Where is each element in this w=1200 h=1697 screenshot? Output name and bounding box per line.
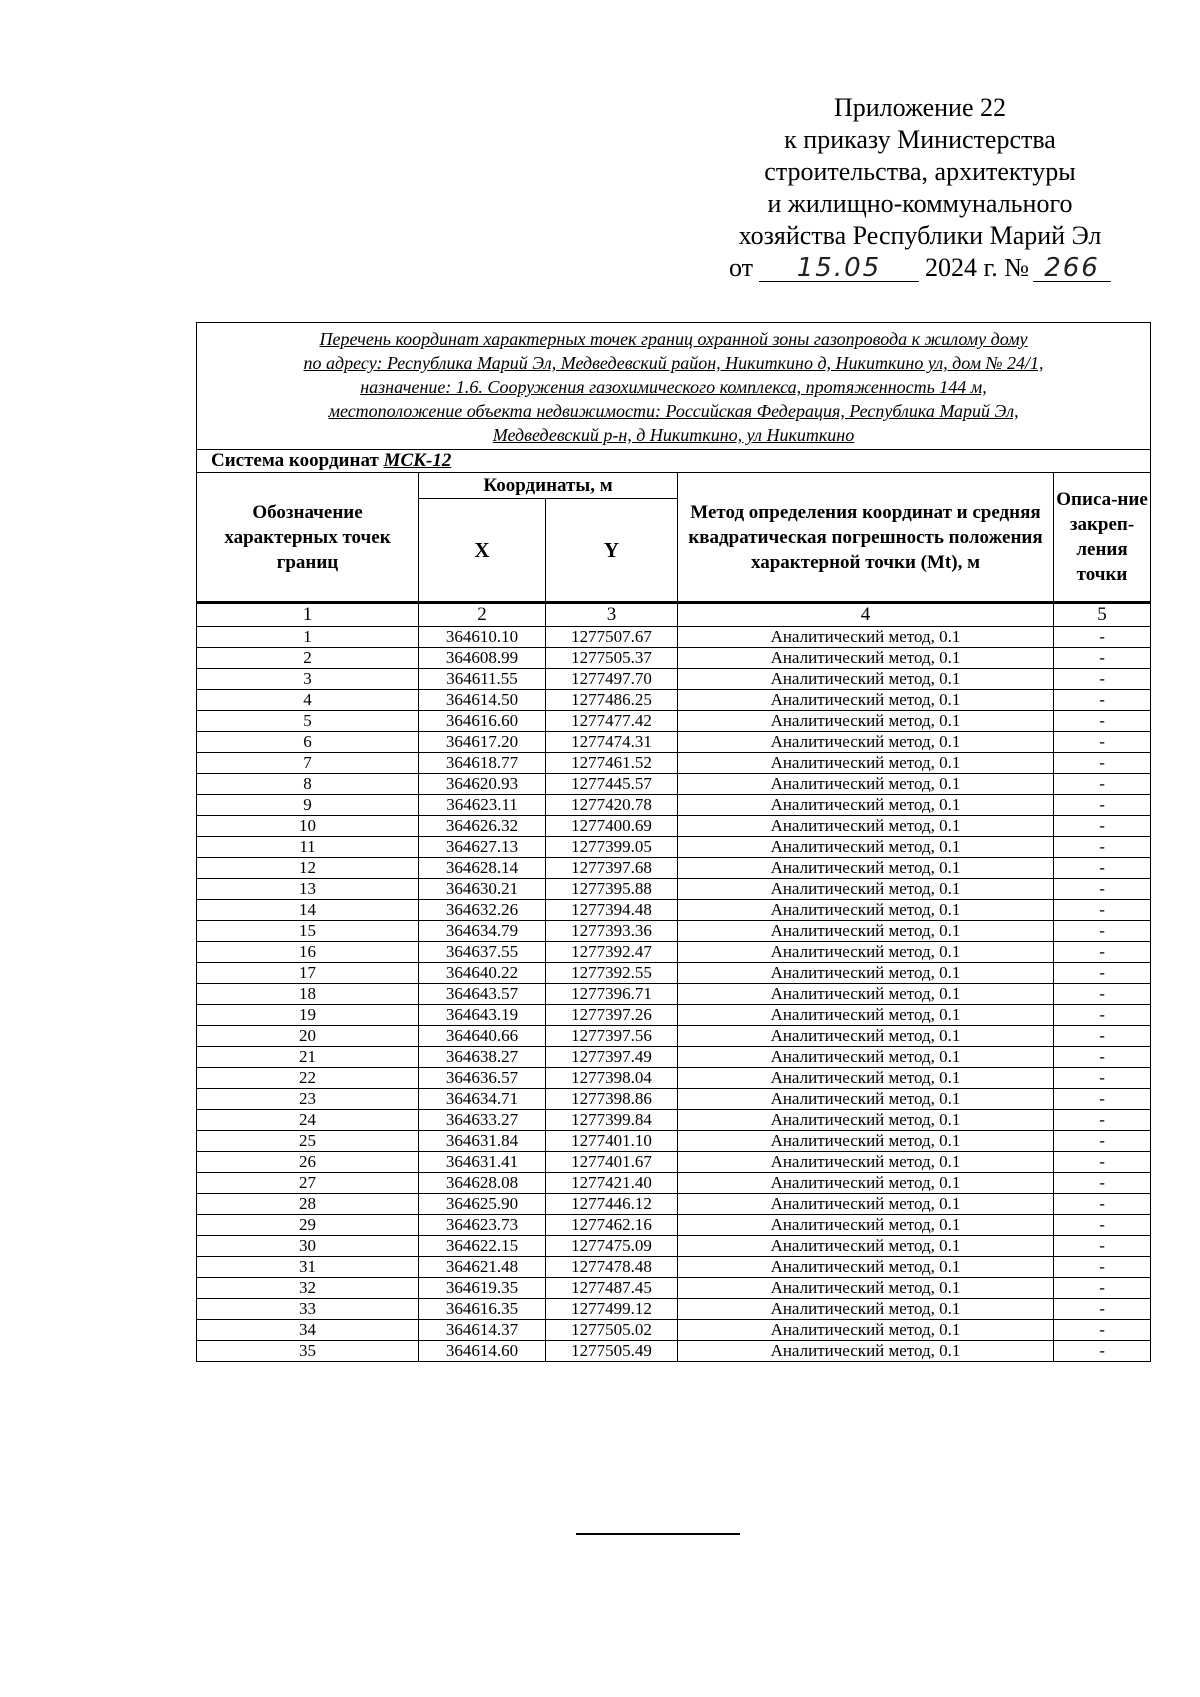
- description-cell: -: [1054, 1110, 1151, 1131]
- method-cell: Аналитический метод, 0.1: [678, 690, 1054, 711]
- description-cell: -: [1054, 1068, 1151, 1089]
- order-date-line: [690, 252, 1150, 284]
- point-id-cell: 7: [197, 753, 419, 774]
- y-coordinate-cell: 1277486.25: [546, 690, 678, 711]
- method-cell: Аналитический метод, 0.1: [678, 1152, 1054, 1173]
- method-cell: Аналитический метод, 0.1: [678, 753, 1054, 774]
- point-id-cell: 26: [197, 1152, 419, 1173]
- y-coordinate-cell: 1277392.47: [546, 942, 678, 963]
- method-cell: Аналитический метод, 0.1: [678, 711, 1054, 732]
- caption-line-3: назначение: 1.6. Сооружения газохимического комплекса, протяженность 144 м,: [360, 377, 987, 397]
- y-coordinate-cell: 1277395.88: [546, 879, 678, 900]
- point-id-cell: 4: [197, 690, 419, 711]
- column-number-3: 3: [546, 603, 678, 627]
- description-cell: -: [1054, 1194, 1151, 1215]
- x-coordinate-cell: 364628.08: [419, 1173, 546, 1194]
- header-line-2: к приказу Министерства: [784, 125, 1056, 154]
- point-id-cell: 33: [197, 1299, 419, 1320]
- method-cell: Аналитический метод, 0.1: [678, 1110, 1054, 1131]
- point-id-cell: 17: [197, 963, 419, 984]
- x-coordinate-cell: 364631.84: [419, 1131, 546, 1152]
- description-cell: -: [1054, 942, 1151, 963]
- method-cell: Аналитический метод, 0.1: [678, 1173, 1054, 1194]
- handwritten-order-number: 266: [1033, 255, 1111, 282]
- method-cell: Аналитический метод, 0.1: [678, 1194, 1054, 1215]
- method-cell: Аналитический метод, 0.1: [678, 774, 1054, 795]
- caption-row: [197, 323, 1151, 450]
- description-cell: -: [1054, 1215, 1151, 1236]
- method-cell: Аналитический метод, 0.1: [678, 1236, 1054, 1257]
- x-coordinate-cell: 364620.93: [419, 774, 546, 795]
- column-number-2: 2: [419, 603, 546, 627]
- point-id-cell: 22: [197, 1068, 419, 1089]
- y-coordinate-cell: 1277394.48: [546, 900, 678, 921]
- method-cell: Аналитический метод, 0.1: [678, 1320, 1054, 1341]
- description-cell: -: [1054, 963, 1151, 984]
- coord-system-label: Система координат: [211, 450, 379, 471]
- description-cell: -: [1054, 879, 1151, 900]
- x-coordinate-cell: 364632.26: [419, 900, 546, 921]
- y-coordinate-cell: 1277497.70: [546, 669, 678, 690]
- x-coordinate-cell: 364623.11: [419, 795, 546, 816]
- table-row: [197, 1026, 1151, 1047]
- coord-system-value: МСК-12: [383, 450, 452, 471]
- description-cell: -: [1054, 921, 1151, 942]
- y-coordinate-cell: 1277397.56: [546, 1026, 678, 1047]
- y-coordinate-cell: 1277399.05: [546, 837, 678, 858]
- description-cell: -: [1054, 984, 1151, 1005]
- point-id-cell: 31: [197, 1257, 419, 1278]
- description-cell: -: [1054, 732, 1151, 753]
- x-coordinate-cell: 364614.37: [419, 1320, 546, 1341]
- method-cell: Аналитический метод, 0.1: [678, 963, 1054, 984]
- table-row: [197, 1320, 1151, 1341]
- point-id-cell: 32: [197, 1278, 419, 1299]
- description-cell: -: [1054, 753, 1151, 774]
- header-line-4: и жилищно-коммунального: [767, 189, 1073, 218]
- header-row-1: [197, 473, 1151, 499]
- table-row: [197, 1215, 1151, 1236]
- caption-line-4: местоположение объекта недвижимости: Российская Федерация, Республика Марий Эл,: [328, 401, 1019, 421]
- column-number-5: 5: [1054, 603, 1151, 627]
- table-row: [197, 879, 1151, 900]
- x-coordinate-cell: 364608.99: [419, 648, 546, 669]
- x-coordinate-cell: 364610.10: [419, 627, 546, 648]
- table-row: [197, 837, 1151, 858]
- point-id-cell: 2: [197, 648, 419, 669]
- table-row: [197, 753, 1151, 774]
- coordinates-table: [196, 322, 1151, 1362]
- table-row: [197, 1131, 1151, 1152]
- table-row: [197, 1299, 1151, 1320]
- table-row: [197, 774, 1151, 795]
- y-coordinate-cell: 1277461.52: [546, 753, 678, 774]
- x-coordinate-cell: 364614.50: [419, 690, 546, 711]
- x-coordinate-cell: 364617.20: [419, 732, 546, 753]
- table-row: [197, 1110, 1151, 1131]
- method-cell: Аналитический метод, 0.1: [678, 1047, 1054, 1068]
- point-id-cell: 25: [197, 1131, 419, 1152]
- point-id-cell: 29: [197, 1215, 419, 1236]
- x-coordinate-cell: 364622.15: [419, 1236, 546, 1257]
- y-coordinate-cell: 1277401.67: [546, 1152, 678, 1173]
- description-cell: -: [1054, 1236, 1151, 1257]
- table-row: [197, 1047, 1151, 1068]
- x-coordinate-cell: 364616.60: [419, 711, 546, 732]
- table-row: [197, 732, 1151, 753]
- point-id-cell: 14: [197, 900, 419, 921]
- table-row: [197, 1341, 1151, 1362]
- y-coordinate-cell: 1277400.69: [546, 816, 678, 837]
- x-coordinate-cell: 364630.21: [419, 879, 546, 900]
- description-cell: -: [1054, 858, 1151, 879]
- point-id-cell: 28: [197, 1194, 419, 1215]
- method-cell: Аналитический метод, 0.1: [678, 858, 1054, 879]
- table-row: [197, 711, 1151, 732]
- description-cell: -: [1054, 627, 1151, 648]
- table-row: [197, 1278, 1151, 1299]
- description-cell: -: [1054, 711, 1151, 732]
- table-row: [197, 1005, 1151, 1026]
- description-cell: -: [1054, 1005, 1151, 1026]
- method-cell: Аналитический метод, 0.1: [678, 648, 1054, 669]
- method-cell: Аналитический метод, 0.1: [678, 669, 1054, 690]
- method-cell: Аналитический метод, 0.1: [678, 1131, 1054, 1152]
- y-coordinate-cell: 1277421.40: [546, 1173, 678, 1194]
- caption-line-2: по адресу: Республика Марий Эл, Медведевский район, Никиткино д, Никиткино ул, дом № 24/1,: [303, 353, 1044, 373]
- table-row: [197, 984, 1151, 1005]
- point-id-cell: 27: [197, 1173, 419, 1194]
- x-coordinate-cell: 364618.77: [419, 753, 546, 774]
- column-number-row: [197, 603, 1151, 627]
- point-id-cell: 34: [197, 1320, 419, 1341]
- x-coordinate-cell: 364643.19: [419, 1005, 546, 1026]
- table-row: [197, 1068, 1151, 1089]
- table-row: [197, 816, 1151, 837]
- table-row: [197, 963, 1151, 984]
- y-coordinate-cell: 1277397.26: [546, 1005, 678, 1026]
- method-cell: Аналитический метод, 0.1: [678, 1341, 1054, 1362]
- y-coordinate-cell: 1277393.36: [546, 921, 678, 942]
- y-coordinate-cell: 1277462.16: [546, 1215, 678, 1236]
- table-row: [197, 669, 1151, 690]
- method-cell: Аналитический метод, 0.1: [678, 1005, 1054, 1026]
- header-point: Обозначение характерных точек границ: [197, 473, 419, 603]
- y-coordinate-cell: 1277445.57: [546, 774, 678, 795]
- point-id-cell: 10: [197, 816, 419, 837]
- method-cell: Аналитический метод, 0.1: [678, 942, 1054, 963]
- coord-system: [197, 450, 1151, 473]
- x-coordinate-cell: 364616.35: [419, 1299, 546, 1320]
- y-coordinate-cell: 1277478.48: [546, 1257, 678, 1278]
- appendix-title: Приложение 22: [833, 93, 1007, 122]
- point-id-cell: 3: [197, 669, 419, 690]
- x-coordinate-cell: 364640.66: [419, 1026, 546, 1047]
- table-row: [197, 1236, 1151, 1257]
- description-cell: -: [1054, 795, 1151, 816]
- point-id-cell: 11: [197, 837, 419, 858]
- point-id-cell: 5: [197, 711, 419, 732]
- point-id-cell: 9: [197, 795, 419, 816]
- description-cell: -: [1054, 690, 1151, 711]
- table-row: [197, 921, 1151, 942]
- point-id-cell: 13: [197, 879, 419, 900]
- method-cell: Аналитический метод, 0.1: [678, 921, 1054, 942]
- header-coordinates: Координаты, м: [419, 473, 678, 499]
- point-id-cell: 12: [197, 858, 419, 879]
- table-row: [197, 1194, 1151, 1215]
- x-coordinate-cell: 364626.32: [419, 816, 546, 837]
- x-coordinate-cell: 364633.27: [419, 1110, 546, 1131]
- point-id-cell: 16: [197, 942, 419, 963]
- point-id-cell: 23: [197, 1089, 419, 1110]
- date-prefix: от: [728, 253, 753, 282]
- description-cell: -: [1054, 669, 1151, 690]
- description-cell: -: [1054, 1278, 1151, 1299]
- description-cell: -: [1054, 1299, 1151, 1320]
- header-x: X: [419, 499, 546, 603]
- appendix-header: [690, 92, 1150, 284]
- column-number-4: 4: [678, 603, 1054, 627]
- point-id-cell: 6: [197, 732, 419, 753]
- table-row: [197, 1173, 1151, 1194]
- y-coordinate-cell: 1277487.45: [546, 1278, 678, 1299]
- header-y: Y: [546, 499, 678, 603]
- x-coordinate-cell: 364643.57: [419, 984, 546, 1005]
- method-cell: Аналитический метод, 0.1: [678, 1068, 1054, 1089]
- point-id-cell: 18: [197, 984, 419, 1005]
- method-cell: Аналитический метод, 0.1: [678, 627, 1054, 648]
- description-cell: -: [1054, 1026, 1151, 1047]
- table-row: [197, 858, 1151, 879]
- table-row: [197, 627, 1151, 648]
- header-line-5: хозяйства Республики Марий Эл: [738, 221, 1102, 250]
- description-cell: -: [1054, 1152, 1151, 1173]
- x-coordinate-cell: 364621.48: [419, 1257, 546, 1278]
- x-coordinate-cell: 364634.79: [419, 921, 546, 942]
- end-divider-line: [576, 1533, 740, 1535]
- y-coordinate-cell: 1277505.02: [546, 1320, 678, 1341]
- table-row: [197, 1257, 1151, 1278]
- method-cell: Аналитический метод, 0.1: [678, 732, 1054, 753]
- point-id-cell: 1: [197, 627, 419, 648]
- table-row: [197, 1089, 1151, 1110]
- y-coordinate-cell: 1277401.10: [546, 1131, 678, 1152]
- x-coordinate-cell: 364636.57: [419, 1068, 546, 1089]
- x-coordinate-cell: 364640.22: [419, 963, 546, 984]
- method-cell: Аналитический метод, 0.1: [678, 1257, 1054, 1278]
- year-text: 2024 г. №: [924, 253, 1030, 282]
- x-coordinate-cell: 364627.13: [419, 837, 546, 858]
- y-coordinate-cell: 1277420.78: [546, 795, 678, 816]
- method-cell: Аналитический метод, 0.1: [678, 984, 1054, 1005]
- x-coordinate-cell: 364637.55: [419, 942, 546, 963]
- y-coordinate-cell: 1277474.31: [546, 732, 678, 753]
- method-cell: Аналитический метод, 0.1: [678, 837, 1054, 858]
- description-cell: -: [1054, 837, 1151, 858]
- x-coordinate-cell: 364619.35: [419, 1278, 546, 1299]
- y-coordinate-cell: 1277399.84: [546, 1110, 678, 1131]
- table-row: [197, 648, 1151, 669]
- y-coordinate-cell: 1277475.09: [546, 1236, 678, 1257]
- y-coordinate-cell: 1277505.49: [546, 1341, 678, 1362]
- description-cell: -: [1054, 900, 1151, 921]
- y-coordinate-cell: 1277507.67: [546, 627, 678, 648]
- table-row: [197, 690, 1151, 711]
- description-cell: -: [1054, 648, 1151, 669]
- y-coordinate-cell: 1277398.04: [546, 1068, 678, 1089]
- y-coordinate-cell: 1277499.12: [546, 1299, 678, 1320]
- method-cell: Аналитический метод, 0.1: [678, 1299, 1054, 1320]
- y-coordinate-cell: 1277398.86: [546, 1089, 678, 1110]
- coord-system-row: [197, 450, 1151, 473]
- description-cell: -: [1054, 1173, 1151, 1194]
- y-coordinate-cell: 1277477.42: [546, 711, 678, 732]
- description-cell: -: [1054, 1089, 1151, 1110]
- y-coordinate-cell: 1277392.55: [546, 963, 678, 984]
- caption-line-1: Перечень координат характерных точек границ охранной зоны газопровода к жилому дому: [319, 329, 1028, 349]
- table-row: [197, 795, 1151, 816]
- caption-line-5: Медведевский р-н, д Никиткино, ул Никиткино: [492, 425, 855, 445]
- header-line-3: строительства, архитектуры: [764, 157, 1076, 186]
- method-cell: Аналитический метод, 0.1: [678, 795, 1054, 816]
- table-row: [197, 900, 1151, 921]
- description-cell: -: [1054, 816, 1151, 837]
- handwritten-date: 15.05: [759, 255, 919, 282]
- description-cell: -: [1054, 1131, 1151, 1152]
- description-cell: -: [1054, 1257, 1151, 1278]
- description-cell: -: [1054, 1047, 1151, 1068]
- method-cell: Аналитический метод, 0.1: [678, 1089, 1054, 1110]
- point-id-cell: 24: [197, 1110, 419, 1131]
- point-id-cell: 19: [197, 1005, 419, 1026]
- point-id-cell: 21: [197, 1047, 419, 1068]
- description-cell: -: [1054, 774, 1151, 795]
- header-method: Метод определения координат и средняя квадратическая погрешность положения характерной точки (Mt), м: [678, 473, 1054, 603]
- description-cell: -: [1054, 1320, 1151, 1341]
- y-coordinate-cell: 1277446.12: [546, 1194, 678, 1215]
- x-coordinate-cell: 364638.27: [419, 1047, 546, 1068]
- header-description: Описа-ние закреп-ления точки: [1054, 473, 1151, 603]
- method-cell: Аналитический метод, 0.1: [678, 1026, 1054, 1047]
- description-cell: -: [1054, 1341, 1151, 1362]
- point-id-cell: 15: [197, 921, 419, 942]
- method-cell: Аналитический метод, 0.1: [678, 816, 1054, 837]
- method-cell: Аналитический метод, 0.1: [678, 879, 1054, 900]
- x-coordinate-cell: 364628.14: [419, 858, 546, 879]
- x-coordinate-cell: 364611.55: [419, 669, 546, 690]
- x-coordinate-cell: 364625.90: [419, 1194, 546, 1215]
- y-coordinate-cell: 1277396.71: [546, 984, 678, 1005]
- table-row: [197, 942, 1151, 963]
- method-cell: Аналитический метод, 0.1: [678, 1278, 1054, 1299]
- y-coordinate-cell: 1277505.37: [546, 648, 678, 669]
- method-cell: Аналитический метод, 0.1: [678, 1215, 1054, 1236]
- point-id-cell: 20: [197, 1026, 419, 1047]
- x-coordinate-cell: 364614.60: [419, 1341, 546, 1362]
- column-number-1: 1: [197, 603, 419, 627]
- table-row: [197, 1152, 1151, 1173]
- x-coordinate-cell: 364623.73: [419, 1215, 546, 1236]
- point-id-cell: 35: [197, 1341, 419, 1362]
- point-id-cell: 8: [197, 774, 419, 795]
- point-id-cell: 30: [197, 1236, 419, 1257]
- method-cell: Аналитический метод, 0.1: [678, 900, 1054, 921]
- x-coordinate-cell: 364631.41: [419, 1152, 546, 1173]
- table-caption: [197, 323, 1151, 450]
- y-coordinate-cell: 1277397.49: [546, 1047, 678, 1068]
- x-coordinate-cell: 364634.71: [419, 1089, 546, 1110]
- y-coordinate-cell: 1277397.68: [546, 858, 678, 879]
